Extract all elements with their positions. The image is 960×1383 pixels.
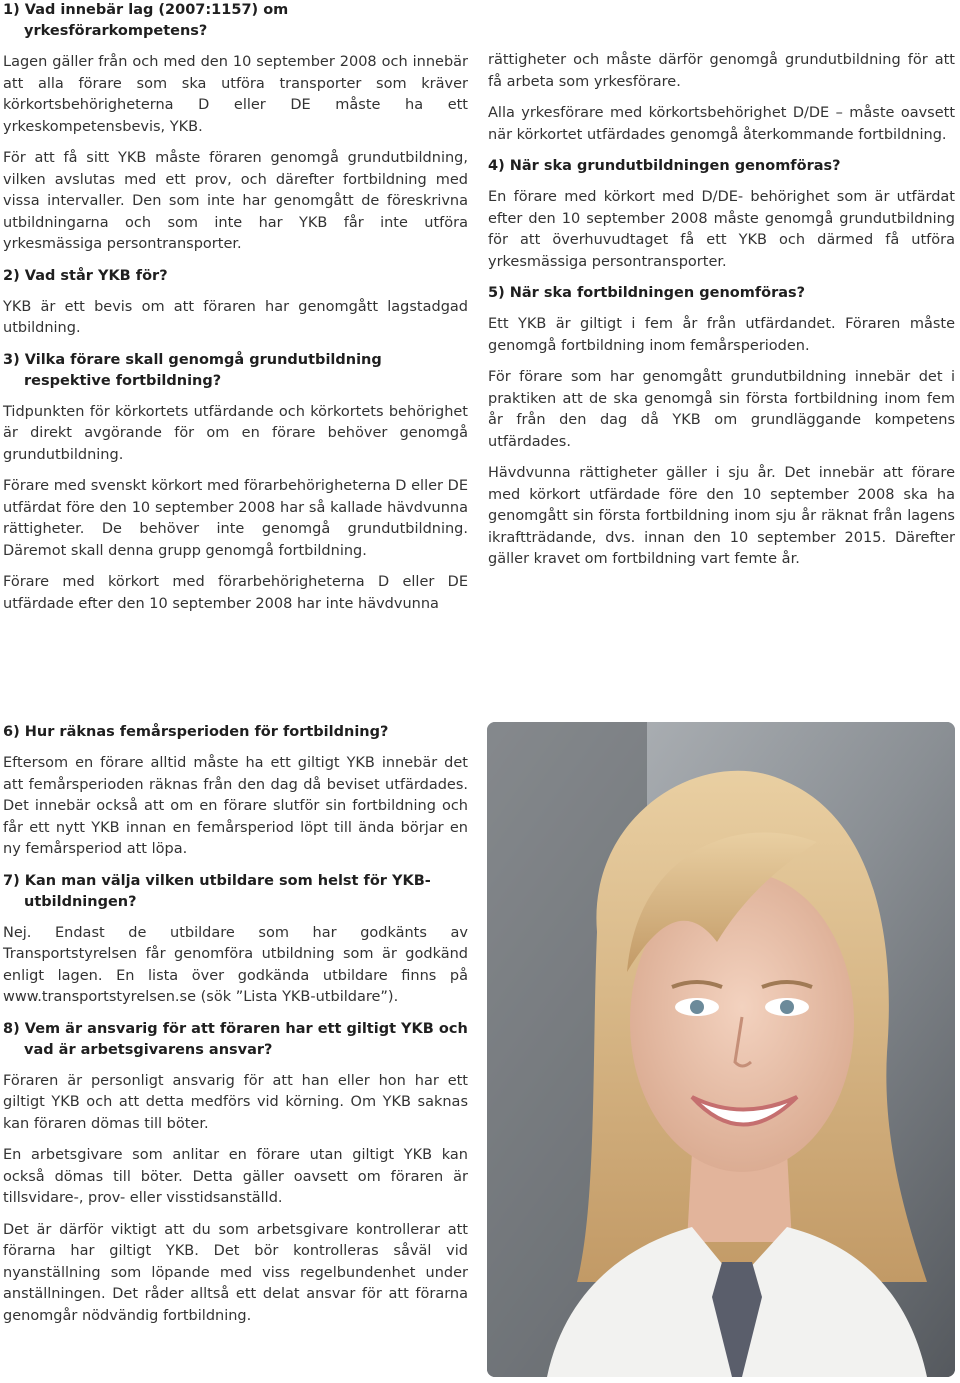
- paragraph: Hävdvunna rättigheter gäller i sju år. Det innebär att förare med körkort utfärdade före den 10 september 2008 ska ha genomgått sin första fortbildning inom sju år räknat från lagens ikraftträdande, dvs. innan den 10 september 2015. Därefter gäller kravet om fortbildning vart femte år.: [488, 465, 955, 567]
- paragraph: Nej. Endast de utbildare som har godkänts av Transportstyrelsen får genomföra utbildning som är godkänd enligt lagen. En lista över godkända utbildare finns på www.transportstyrelsen.se (sök ”Lista YKB-utbildare”).: [3, 924, 468, 1005]
- heading-7: 7) Kan man välja vilken utbildare som helst för YKB-utbildningen?: [3, 872, 431, 910]
- paragraph: YKB är ett bevis om att föraren har genomgått lagstadgad utbildning.: [3, 298, 468, 336]
- heading-5: 5) När ska fortbildningen genomföras?: [488, 285, 806, 301]
- heading-2: 2) Vad står YKB för?: [3, 267, 168, 284]
- paragraph: Det är därför viktigt att du som arbetsgivare kontrollerar att förarna har giltigt YKB. Det bör kontrolleras såväl vid nyanställning som löpande med viss regelbundenhet under anställningen. Det råder alltså ett delat ansvar för att förarna genomgår nödvändig fortbildning.: [3, 1221, 468, 1324]
- paragraph: En arbetsgivare som anlitar en förare utan giltigt YKB kan också dömas till böter. Detta gäller oavsett om föraren är tillsvidare-, prov- eller visstidsanställd.: [3, 1147, 468, 1206]
- paragraph: rättigheter och måste därför genomgå grundutbildning för att få arbeta som yrkesförare.: [488, 52, 955, 90]
- left-column-bottom: [3, 722, 468, 1337]
- left-column-top: [3, 0, 468, 625]
- paragraph: Förare med körkort med förarbehörigheterna D eller DE utfärdade efter den 10 september 2008 har inte hävdvunna: [3, 574, 468, 612]
- heading-6: 6) Hur räknas femårsperioden för fortbildning?: [3, 724, 389, 740]
- heading-4: 4) När ska grundutbildningen genomföras?: [488, 158, 841, 174]
- heading-1: 1) Vad innebär lag (2007:1157) om yrkesförarkompetens?: [3, 2, 289, 39]
- paragraph: Lagen gäller från och med den 10 september 2008 och innebär att alla förare som ska utföra transporter som kräver körkortsbehörigheterna D eller DE måste ha ett yrkeskompetensbevis, YKB.: [3, 54, 468, 135]
- paragraph: Föraren är personligt ansvarig för att han eller hon har ett giltigt YKB och att detta medförs vid körning. Om YKB saknas kan föraren dömas till böter.: [3, 1072, 468, 1132]
- heading-3: 3) Vilka förare skall genomgå grundutbildning respektive fortbildning?: [3, 351, 382, 389]
- paragraph: För att få sitt YKB måste föraren genomgå grundutbildning, vilken avslutas med ett prov, och därefter fortbildning med vissa intervaller. Den som inte har genomgått de föreskrivna utbildningarna och som inte har YKB får inte utföra yrkesmässiga persontransporter.: [3, 150, 468, 252]
- paragraph: Eftersom en förare alltid måste ha ett giltigt YKB innebär det att femårsperioden räknas från den dag då beviset utfärdades. Det innebär också att om en förare slutför sin fortbildning och får ett nytt YKB innan en femårsperiod löpt till ända börjar en ny femårsperiod att löpa.: [3, 755, 468, 857]
- heading-8: 8) Vem är ansvarig för att föraren har ett giltigt YKB och vad är arbetsgivarens ansvar?: [3, 1020, 468, 1058]
- paragraph: Tidpunkten för körkortets utfärdande och körkortets behörighet är direkt avgörande för om en förare behöver genomgå grundutbildning.: [3, 403, 468, 463]
- paragraph: En förare med körkort med D/DE- behörighet som är utfärdat efter den 10 september 2008 måste genomgå grundutbildning för att överhuvudtaget få ett YKB och därmed få utföra yrkesmässiga persontransporter.: [488, 189, 955, 270]
- right-column-top: [488, 50, 955, 581]
- paragraph: Förare med svenskt körkort med förarbehörigheterna D eller DE utfärdat före den 10 september 2008 har så kallade hävdvunna rättigheter. De behöver inte genomgå grundutbildning. Däremot skall denna grupp genomgå fortbildning.: [3, 478, 468, 559]
- paragraph: För förare som har genomgått grundutbildning innebär det i praktiken att de ska genomgå sin första fortbildning inom fem år från den dag då YKB om grundläggande kompetens utfärdades.: [488, 369, 955, 450]
- paragraph: Ett YKB är giltigt i fem år från utfärdandet. Föraren måste genomgå fortbildning inom femårsperioden.: [488, 316, 955, 354]
- paragraph: Alla yrkesförare med körkortsbehörighet D/DE – måste oavsett när körkortet utfärdades genomgå återkommande fortbildning.: [488, 105, 955, 143]
- portrait-illustration: [487, 722, 955, 1377]
- portrait-photo-icon: [487, 722, 955, 1377]
